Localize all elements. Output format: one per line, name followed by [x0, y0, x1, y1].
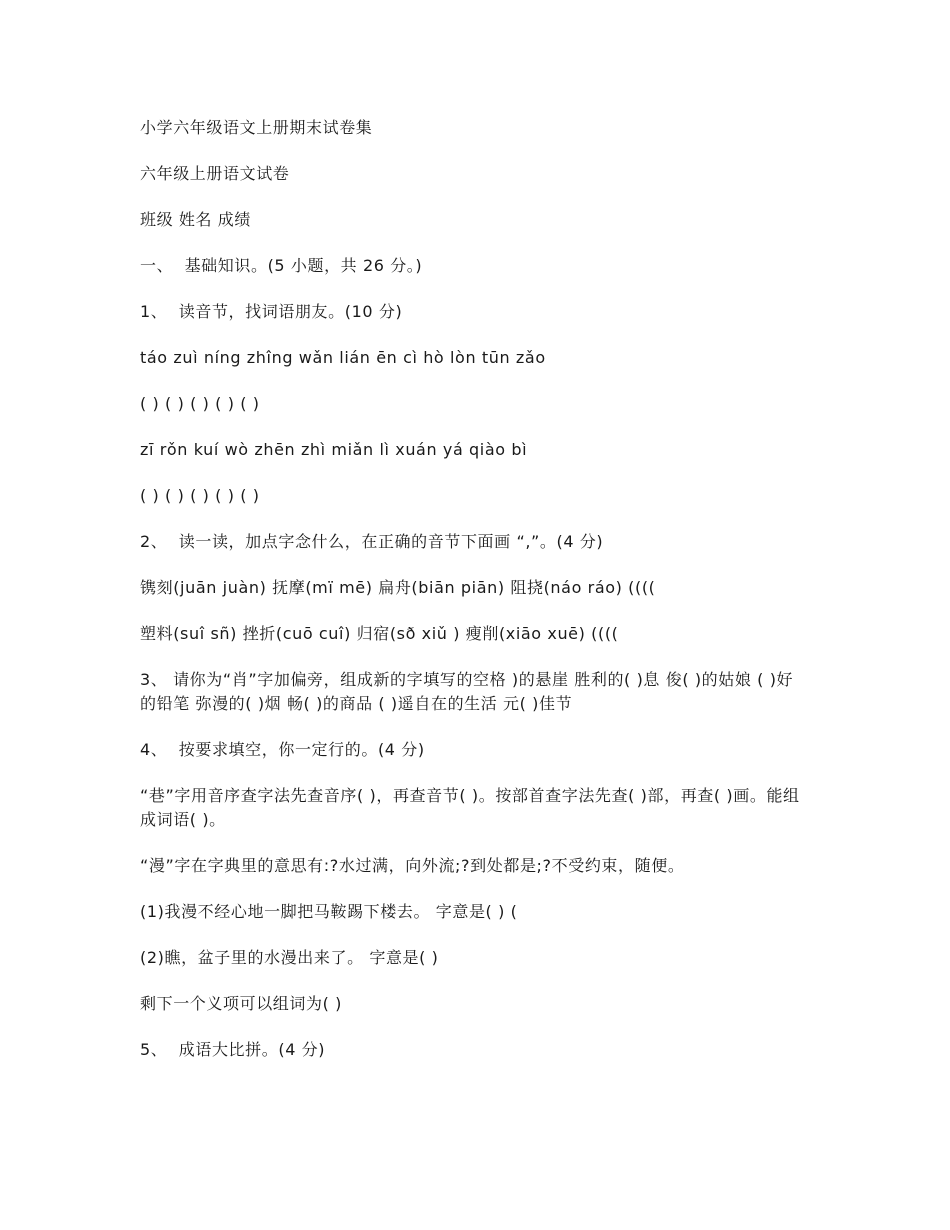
- question-4-item-2: (2)瞧，盆子里的水漫出来了。 字意是( ): [140, 948, 439, 967]
- exam-subtitle: 六年级上册语文试卷: [140, 164, 290, 183]
- question-2-row-1: 镌刻(juān juàn) 抚摩(mï mē) 扁舟(biān piān) 阻挠(náo ráo) ((((: [140, 578, 656, 597]
- pinyin-row-2: zī rǒn kuí wò zhēn zhì miǎn lì xuán yá qiào bì: [140, 440, 528, 459]
- question-4-part-1: “巷”字用音序查字法先查音序( )，再查音节( )。按部首查字法先查( )部，再查( )画。能组成词语( )。: [140, 786, 800, 829]
- question-4-heading: 4、 按要求填空，你一定行的。(4 分): [140, 740, 425, 759]
- question-1-heading: 1、 读音节，找词语朋友。(10 分): [140, 302, 403, 321]
- document-title: 小学六年级语文上册期末试卷集: [140, 118, 373, 137]
- student-info-line: 班级 姓名 成绩: [140, 210, 251, 229]
- question-4-item-3: 剩下一个义项可以组词为( ): [140, 994, 342, 1013]
- section-heading: 一、 基础知识。(5 小题，共 26 分。): [140, 256, 423, 275]
- document-body: [140, 116, 805, 1084]
- question-4-item-1: (1)我漫不经心地一脚把马鞍踢下楼去。 字意是( ) (: [140, 902, 518, 921]
- question-5-heading: 5、 成语大比拼。(4 分): [140, 1040, 326, 1059]
- answer-blanks-row-2: ( ) ( ) ( ) ( ) ( ): [140, 486, 260, 505]
- question-3-text: 3、 请你为“肖”字加偏旁，组成新的字填写的空格 )的悬崖 胜利的( )息 俊( )的姑娘 ( )好的铅笔 弥漫的( )烟 畅( )的商品 ( )遥自在的生活 元( )佳节: [140, 670, 794, 713]
- question-4-part-2: “漫”字在字典里的意思有:?水过满，向外流;?到处都是;?不受约束，随便。: [140, 856, 685, 875]
- question-2-row-2: 塑料(suî sñ) 挫折(cuō cuî) 归宿(sð xiǔ ) 瘦削(xiāo xuē) ((((: [140, 624, 619, 643]
- answer-blanks-row-1: ( ) ( ) ( ) ( ) ( ): [140, 394, 260, 413]
- pinyin-row-1: táo zuì níng zhîng wǎn lián ēn cì hò lòn tūn zǎo: [140, 348, 546, 367]
- question-2-heading: 2、 读一读，加点字念什么，在正确的音节下面画 “,”。(4 分): [140, 532, 604, 551]
